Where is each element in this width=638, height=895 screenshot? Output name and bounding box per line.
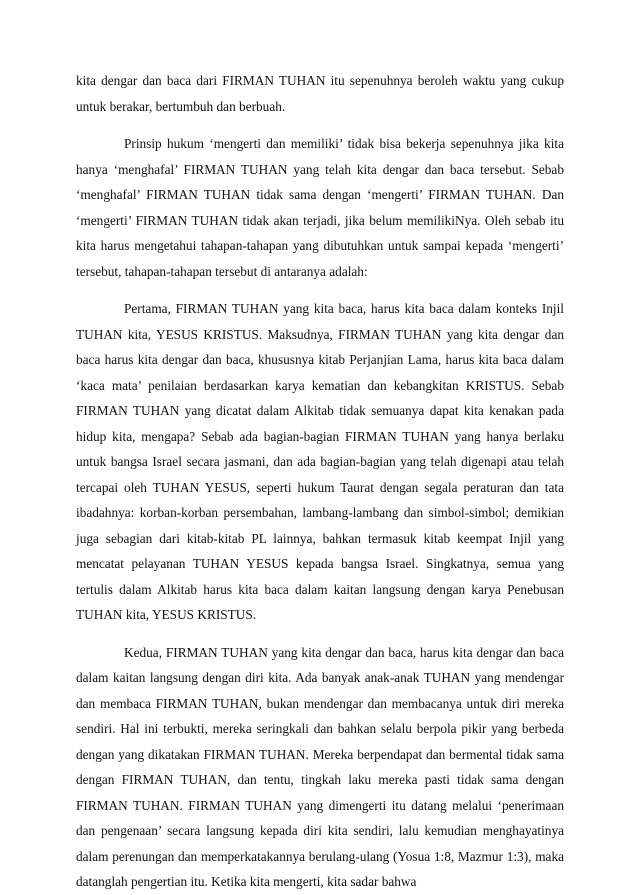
paragraph-kedua: Kedua, FIRMAN TUHAN yang kita dengar dan baca, harus kita dengar dan baca dalam kaitan langsung dengan diri kita. Ada banyak anak-anak TUHAN yang mendengar dan membaca FIRMAN TUHAN, bukan mendengar dan membacanya untuk diri mereka sendiri. Hal ini terbukti, mereka seringkali dan bahkan selalu berpola pikir yang berbeda dengan yang dikatakan FIRMAN TUHAN. Mereka berpendapat dan bermental tidak sama dengan FIRMAN TUHAN, dan tentu, tingkah laku mereka pasti tidak sama dengan FIRMAN TUHAN. FIRMAN TUHAN yang dimengerti itu datang melalui ‘penerimaan dan pengenaan’ secara langsung kepada diri kita sendiri, lalu kemudian menghayatinya dalam perenungan dan memperkatakannya berulang-ulang (Yosua 1:8, Mazmur 1:3), maka datanglah pengertian itu. Ketika kita mengerti, kita sadar bahwa <box>76 644 564 889</box>
paragraph-continuation: kita dengar dan baca dari FIRMAN TUHAN itu sepenuhnya beroleh waktu yang cukup untuk berakar, bertumbuh dan berbuah. <box>76 73 564 114</box>
paragraph-pertama: Pertama, FIRMAN TUHAN yang kita baca, harus kita baca dalam konteks Injil TUHAN kita, YESUS KRISTUS. Maksudnya, FIRMAN TUHAN yang kita dengar dan baca harus kita dengar dan baca, khususnya kitab Perjanjian Lama, harus kita baca dalam ‘kaca mata’ penilaian berdasarkan karya kematian dan kebangkitan KRISTUS. Sebab FIRMAN TUHAN yang dicatat dalam Alkitab tidak semuanya dapat kita kenakan pada hidup kita, mengapa? Sebab ada bagian-bagian FIRMAN TUHAN yang hanya berlaku untuk bangsa Israel secara jasmani, dan ada bagian-bagian yang telah digenapi atau telah tercapai oleh TUHAN YESUS, seperti hukum Taurat dengan segala peraturan dan tata ibadahnya: korban-korban persembahan, lambang-lambang dan simbol-simbol; demikian juga sebagian dari kitab-kitab PL lainnya, bahkan termasuk kitab keempat Injil yang mencatat pelayanan TUHAN YESUS kepada bangsa Israel. Singkatnya, semua yang tertulis dalam Alkitab harus kita baca dalam kaitan langsung dengan karya Penebusan TUHAN kita, YESUS KRISTUS. <box>76 301 564 622</box>
paragraph-prinsip-hukum: Prinsip hukum ‘mengerti dan memiliki’ tidak bisa bekerja sepenuhnya jika kita hanya ‘menghafal’ FIRMAN TUHAN yang telah kita dengar dan baca tersebut. Sebab ‘menghafal’ FIRMAN TUHAN tidak sama dengan ‘mengerti’ FIRMAN TUHAN. Dan ‘mengerti’ FIRMAN TUHAN tidak akan terjadi, jika belum memilikiNya. Oleh sebab itu kita harus mengetahui tahapan-tahapan yang dibutuhkan untuk sampai kepada ‘mengerti’ tersebut, tahapan-tahapan tersebut di antaranya adalah: <box>76 136 564 279</box>
body-text <box>76 68 564 895</box>
